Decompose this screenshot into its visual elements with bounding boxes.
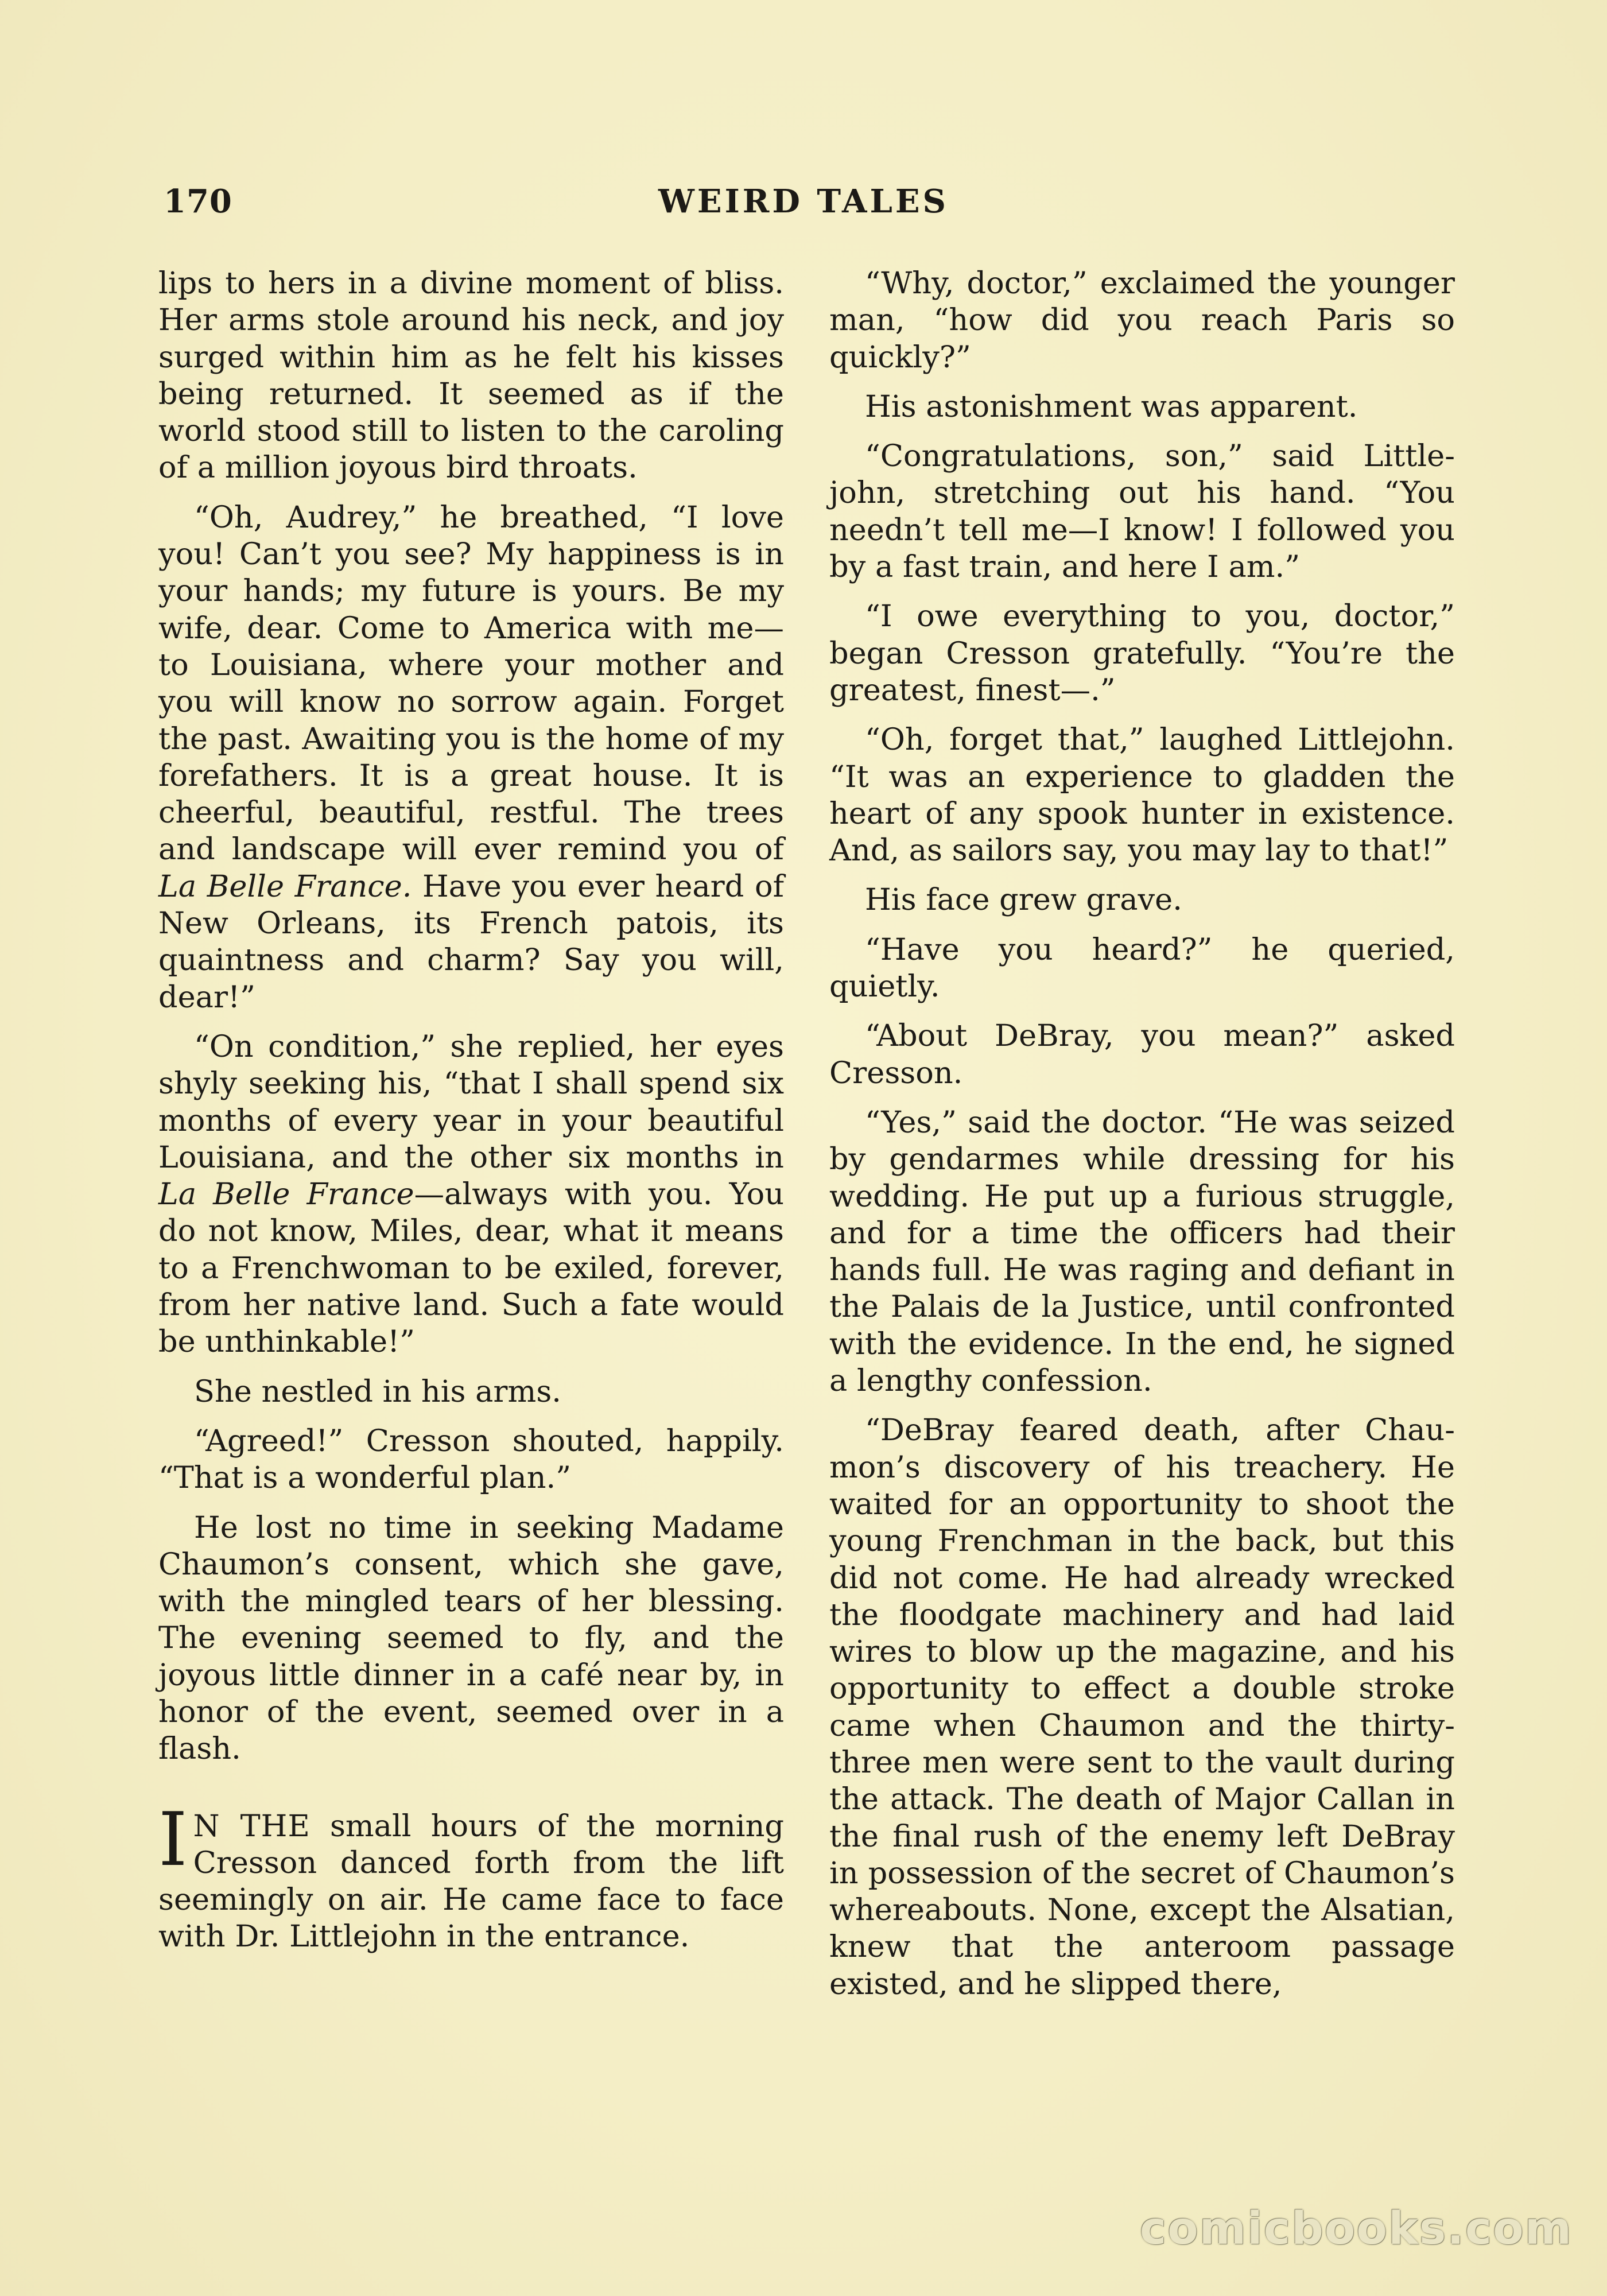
paragraph-text: “On condition,” she replied, her eyes shyly seeking his, “that I shall spend six months of every year in your beautiful Louisiana, and the other six months in bbox=[158, 1029, 784, 1175]
paragraph: “DeBray feared death, after Chaumon’s discovery of his treachery. He waited for an opportunity to shoot the young Frenchman in the back, but this did not come. He had already wrecked the floodgate machinery and had laid wires to blow up the magazine, and his opportunity to effect a double stroke came when Chaumon and the thirty-three men were sent to the vault during the attack. The death of Major Callan in the final rush of the enemy left DeBray in possession of the secret of Chaumon’s whereabouts. None, except the Alsatian, knew that the anteroom passage existed, and he slipped there, bbox=[829, 1413, 1455, 2002]
right-column bbox=[829, 265, 1455, 2015]
page-number: 170 bbox=[164, 183, 232, 220]
paragraph: “Congratulations, son,” said Littlejohn, stretching out his hand. “You needn’t tell me—I know! I followed you by a fast train, and here I am.” bbox=[829, 439, 1455, 585]
paragraph: She nestled in his arms. bbox=[194, 1374, 561, 1409]
paragraph: “Oh, forget that,” laughed Littlejohn. “It was an experience to gladden the heart of any spook hunter in existence. And, as sailors say, you may lay to that!” bbox=[829, 722, 1455, 868]
running-title: WEIRD TALES bbox=[658, 183, 949, 220]
drop-cap: I bbox=[158, 1797, 188, 1883]
paragraph-text: small hours of the morning Cresson danced forth from the lift seemingly on air. He came face to face with Dr. Littlejohn in the entrance. bbox=[158, 1808, 784, 1954]
paragraph: “Yes,” said the doctor. “He was seized by gendarmes while dressing for his wedding. He put up a furious struggle, and for a time the officers had their hands full. He was raging and defiant in the Palais de la Justice, until confronted with the evidence. In the end, he signed a lengthy confession. bbox=[829, 1104, 1455, 1399]
paragraph-text: “Oh, Audrey,” he breathed, “I love you! Can’t you see? My happiness is in your hands; my future is yours. Be my wife, dear. Come to America with me—to Louisiana, where your mother and you will know no sorrow again. Forget the past. Awaiting you is the home of my forefathers. It is a great house. It is cheerful, beautiful, restful. The trees and landscape will ever remind you of bbox=[158, 499, 784, 867]
paragraph-text: Have you ever heard of New Orleans, its French patois, its quaintness and charm? Say you will, dear!” bbox=[158, 868, 785, 1015]
paragraph: “Have you heard?” he queried, quietly. bbox=[829, 932, 1455, 1004]
paragraph: lips to hers in a divine moment of bliss. Her arms stole around his neck, and joy surged within him as he felt his kisses being returned. It seemed as if the world stood still to listen to the caroling of a million joyous bird throats. bbox=[158, 266, 784, 486]
paragraph: “I owe everything to you, doctor,” began Cresson gratefully. “You’re the greatest, finest—.” bbox=[829, 599, 1455, 708]
italic-phrase: La Belle France. bbox=[158, 868, 412, 904]
left-column bbox=[158, 265, 784, 1968]
paragraph: “About DeBray, you mean?” asked Cresson. bbox=[829, 1018, 1455, 1091]
paragraph: His astonishment was apparent. bbox=[865, 389, 1358, 424]
page-header bbox=[164, 183, 1443, 223]
paragraph bbox=[158, 499, 784, 1016]
site-watermark: comicbooks.com bbox=[1139, 2203, 1573, 2255]
paragraph: “Why, doctor,” exclaimed the younger man, “how did you reach Paris so quickly?” bbox=[829, 266, 1455, 375]
small-caps-lead: N THE bbox=[193, 1808, 310, 1844]
paragraph-text: —always with you. You do not know, Miles, dear, what it means to a Frenchwoman to be exiled, forever, from her native land. Such a fate would be unthinkable!” bbox=[158, 1177, 785, 1360]
paragraph: “Agreed!” Cresson shouted, happily. “That is a wonderful plan.” bbox=[158, 1423, 784, 1496]
paragraph bbox=[158, 1029, 784, 1361]
paragraph: He lost no time in seeking Madame Chaumon’s consent, which she gave, with the mingled tears of her blessing. The evening seemed to fly, and the joyous little dinner in a café near by, in honor of the event, seemed over in a flash. bbox=[158, 1510, 784, 1767]
paragraph: His face grew grave. bbox=[865, 882, 1182, 918]
italic-phrase: La Belle France bbox=[158, 1177, 414, 1212]
section-opening-paragraph bbox=[158, 1797, 784, 1956]
